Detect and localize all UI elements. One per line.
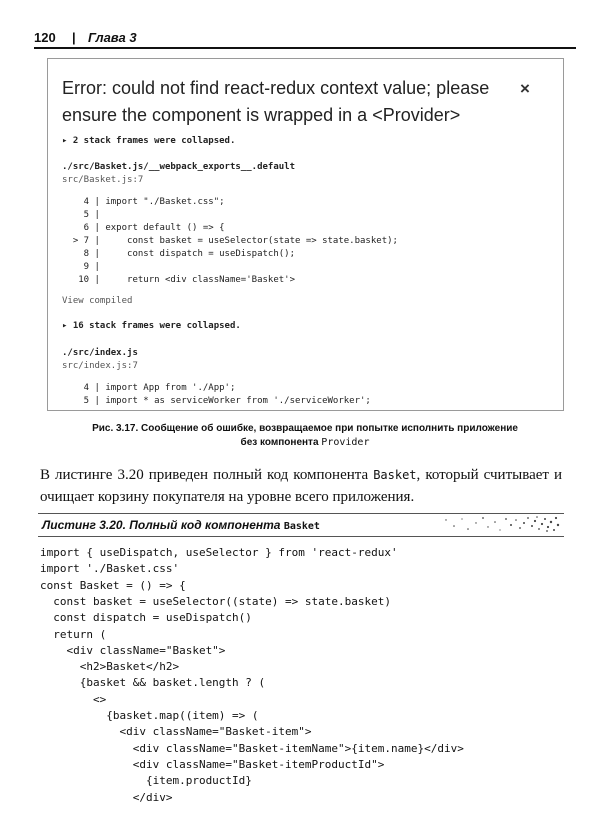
- code-frame-line: 4 | import App from './App';: [62, 383, 236, 393]
- stack-file-1-location[interactable]: src/Basket.js:7: [62, 175, 144, 185]
- paragraph-text-1: В листинге 3.20 приведен полный код компонента: [40, 467, 374, 483]
- code-line: const basket = useSelector((state) => state.basket): [40, 594, 391, 608]
- caption-text: без компонента: [240, 437, 322, 448]
- code-line: <div className="Basket">: [40, 643, 226, 657]
- caption-line-2: [60, 436, 550, 450]
- page-number: 120: [34, 30, 56, 45]
- code-line: {item.productId}: [40, 774, 252, 788]
- paragraph-code: Basket: [373, 468, 417, 482]
- code-line: <h2>Basket</h2>: [40, 660, 180, 674]
- code-frame-line: 8 | const dispatch = useDispatch();: [62, 249, 295, 259]
- listing-header: [38, 513, 564, 537]
- code-line: import './Basket.css': [40, 562, 180, 576]
- error-screenshot: [47, 58, 564, 411]
- listing-title-code: Basket: [283, 521, 320, 532]
- body-paragraph: [40, 464, 562, 508]
- listing-title: [42, 518, 320, 532]
- stack-collapsed-2[interactable]: ▸ 16 stack frames were collapsed.: [62, 321, 241, 331]
- code-line: <div className="Basket-item">: [40, 725, 312, 739]
- caption-line-1: Рис. 3.17. Сообщение об ошибке, возвращаемое при попытке исполнить приложение: [92, 423, 518, 434]
- code-line: <div className="Basket-itemProductId">: [40, 757, 385, 771]
- paragraph-text-2: , который считывает и очищает корзину покупателя на уровне всего приложения.: [40, 467, 563, 505]
- code-frame-line: 4 | import "./Basket.css";: [62, 197, 225, 207]
- code-frame-line-highlighted: > 7 | const basket = useSelector(state => state.basket);: [62, 236, 398, 246]
- stack-file-2-location[interactable]: src/index.js:7: [62, 361, 138, 371]
- code-line: <>: [40, 692, 107, 706]
- code-frame-line: 5 | import * as serviceWorker from './serviceWorker';: [62, 396, 371, 406]
- listing-title-text: Листинг 3.20. Полный код компонента: [42, 518, 284, 532]
- close-icon[interactable]: ×: [520, 79, 530, 98]
- header-rule: [34, 47, 576, 49]
- code-line: return (: [40, 627, 107, 641]
- code-frame-line: 6 | export default () => {: [62, 223, 225, 233]
- code-frame-line: 5 |: [62, 210, 100, 220]
- stack-file-1: ./src/Basket.js/__webpack_exports__.default: [62, 162, 295, 172]
- view-compiled-link[interactable]: View compiled: [62, 296, 133, 306]
- code-frame-line: 9 |: [62, 262, 100, 272]
- caption-code: Provider: [321, 437, 370, 448]
- code-line: <div className="Basket-itemName">{item.name}</div>: [40, 741, 464, 755]
- stack-collapsed-1[interactable]: ▸ 2 stack frames were collapsed.: [62, 136, 236, 146]
- error-title: Error: could not find react-redux context value; please ensure the component is wrapped in a <Provider>: [62, 78, 490, 125]
- halftone-decoration: [438, 514, 562, 534]
- code-line: </div>: [40, 790, 173, 804]
- code-frame-line: 10 | return <div className='Basket'>: [62, 275, 295, 285]
- code-line: const dispatch = useDispatch(): [40, 611, 252, 625]
- code-line: {basket && basket.length ? (: [40, 676, 266, 690]
- figure-caption: [60, 422, 550, 450]
- chapter-label: Глава 3: [88, 30, 137, 45]
- code-line: const Basket = () => {: [40, 578, 186, 592]
- code-line: {basket.map((item) => (: [40, 709, 259, 722]
- header-separator: |: [72, 30, 76, 45]
- stack-file-2: ./src/index.js: [62, 348, 138, 358]
- code-line: import { useDispatch, useSelector } from 'react-redux': [40, 546, 398, 559]
